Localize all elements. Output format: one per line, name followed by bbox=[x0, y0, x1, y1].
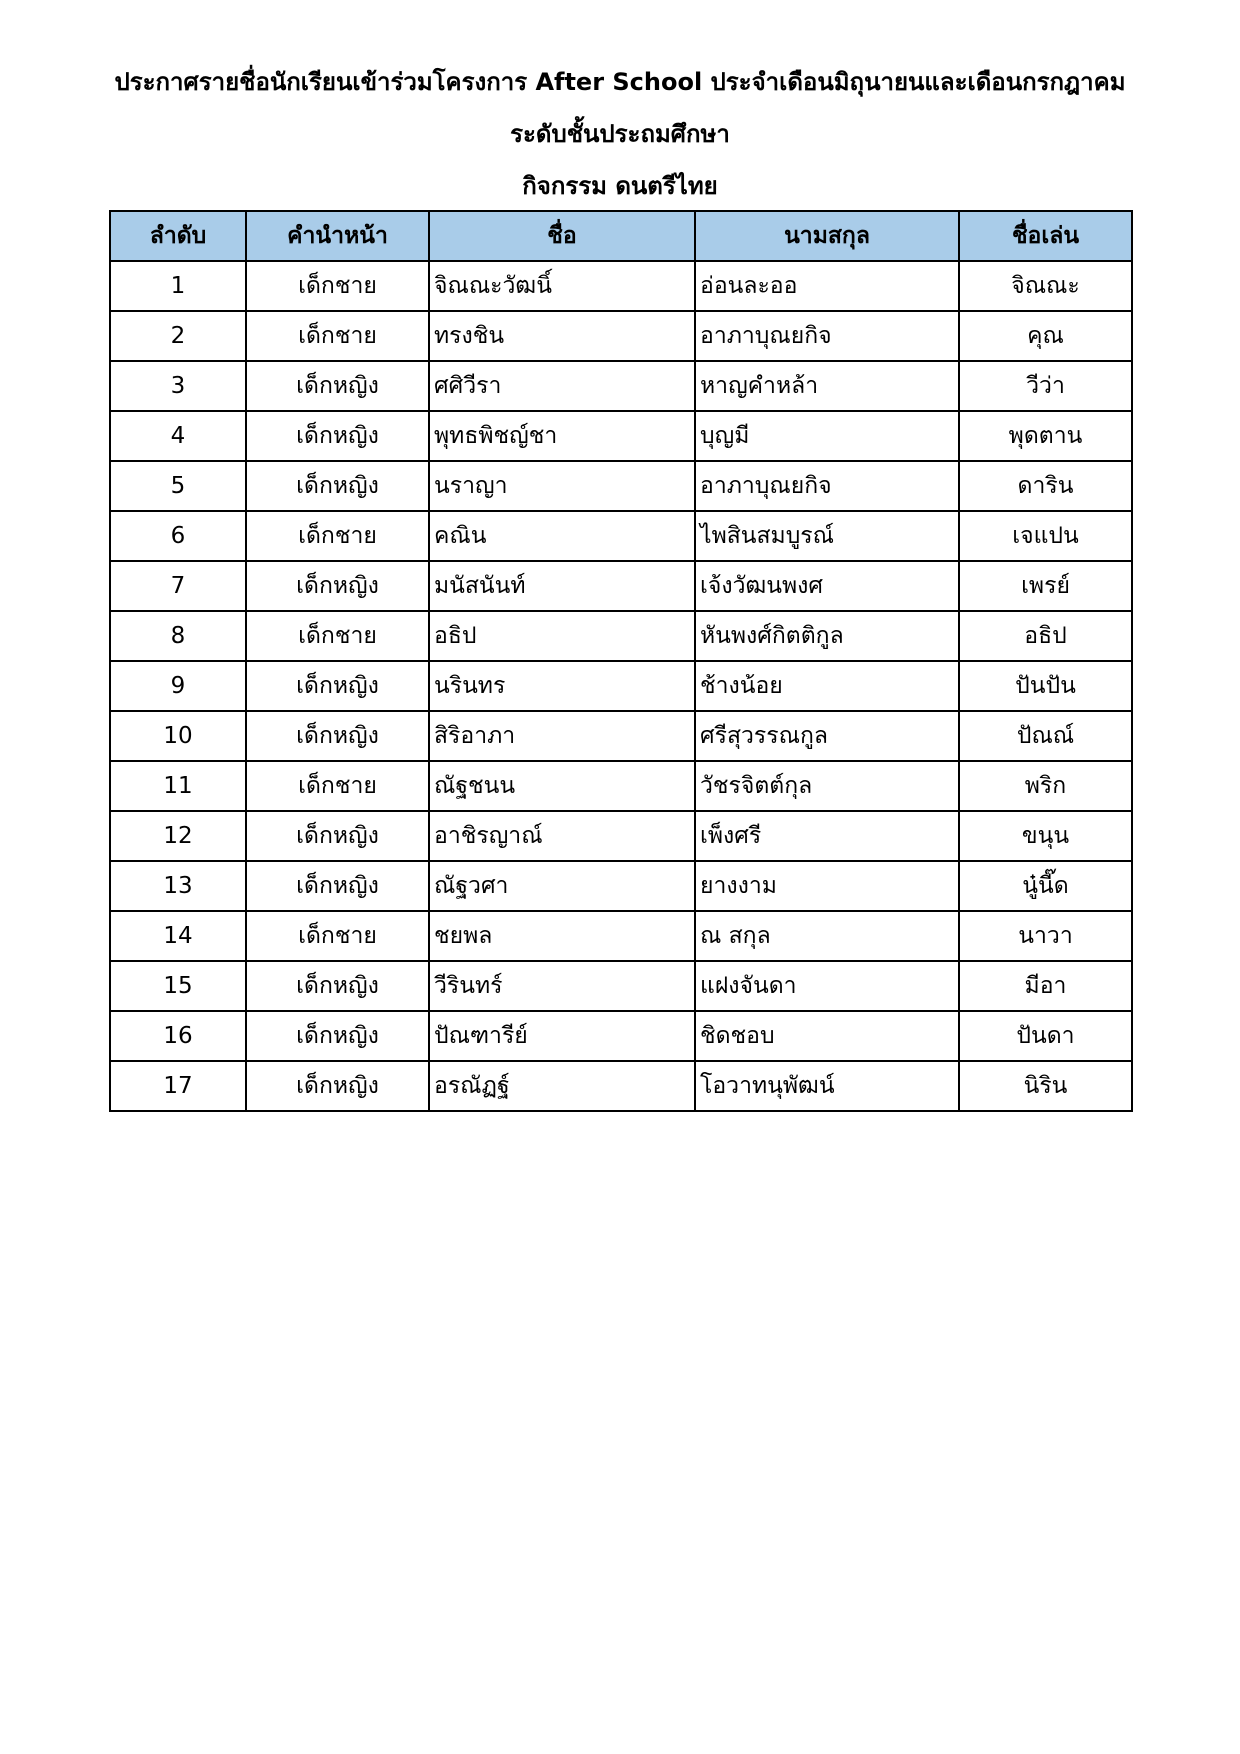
cell-first-name: ชยพล bbox=[429, 911, 695, 961]
cell-prefix: เด็กหญิง bbox=[246, 361, 429, 411]
cell-prefix: เด็กชาย bbox=[246, 761, 429, 811]
cell-prefix: เด็กหญิง bbox=[246, 661, 429, 711]
cell-prefix: เด็กหญิง bbox=[246, 1011, 429, 1061]
cell-nickname: นิริน bbox=[959, 1061, 1132, 1111]
cell-nickname: ดาริน bbox=[959, 461, 1132, 511]
cell-nickname: มีอา bbox=[959, 961, 1132, 1011]
cell-nickname: นู๋นี๊ด bbox=[959, 861, 1132, 911]
cell-first-name: นรินทร bbox=[429, 661, 695, 711]
table-row bbox=[110, 661, 1132, 711]
document-subtitle-activity: กิจกรรม ดนตรีไทย bbox=[522, 172, 718, 200]
cell-last-name: ยางงาม bbox=[695, 861, 959, 911]
cell-last-name: อ่อนละออ bbox=[695, 261, 959, 311]
cell-nickname: นาวา bbox=[959, 911, 1132, 961]
cell-order: 12 bbox=[110, 811, 246, 861]
table-row bbox=[110, 511, 1132, 561]
table-row bbox=[110, 811, 1132, 861]
document-title: ประกาศรายชื่อนักเรียนเข้าร่วมโครงการ After School ประจำเดือนมิถุนายนและเดือนกรกฎาคม bbox=[114, 68, 1126, 96]
cell-prefix: เด็กหญิง bbox=[246, 1061, 429, 1111]
cell-last-name: ศรีสุวรรณกูล bbox=[695, 711, 959, 761]
cell-last-name: อาภาบุณยกิจ bbox=[695, 311, 959, 361]
cell-order: 11 bbox=[110, 761, 246, 811]
cell-nickname: พริก bbox=[959, 761, 1132, 811]
cell-order: 9 bbox=[110, 661, 246, 711]
cell-prefix: เด็กชาย bbox=[246, 261, 429, 311]
table-row bbox=[110, 761, 1132, 811]
cell-last-name: แฝงจันดา bbox=[695, 961, 959, 1011]
cell-first-name: อรณัฏฐ์ bbox=[429, 1061, 695, 1111]
table-header-row bbox=[110, 211, 1132, 261]
cell-order: 7 bbox=[110, 561, 246, 611]
cell-nickname: ปันดา bbox=[959, 1011, 1132, 1061]
table-row bbox=[110, 961, 1132, 1011]
cell-nickname: เจแปน bbox=[959, 511, 1132, 561]
cell-last-name: อาภาบุณยกิจ bbox=[695, 461, 959, 511]
cell-last-name: โอวาทนุพัฒน์ bbox=[695, 1061, 959, 1111]
cell-first-name: ณัฐชนน bbox=[429, 761, 695, 811]
cell-last-name: หันพงศ์กิตติกูล bbox=[695, 611, 959, 661]
cell-order: 5 bbox=[110, 461, 246, 511]
column-header-last-name: นามสกุล bbox=[695, 211, 959, 261]
cell-first-name: สิริอาภา bbox=[429, 711, 695, 761]
cell-prefix: เด็กหญิง bbox=[246, 811, 429, 861]
cell-first-name: ปัณฑารีย์ bbox=[429, 1011, 695, 1061]
cell-last-name: วัชรจิตต์กุล bbox=[695, 761, 959, 811]
cell-prefix: เด็กหญิง bbox=[246, 861, 429, 911]
table-body bbox=[110, 261, 1132, 1111]
cell-last-name: บุญมี bbox=[695, 411, 959, 461]
cell-prefix: เด็กชาย bbox=[246, 911, 429, 961]
cell-last-name: ชิดชอบ bbox=[695, 1011, 959, 1061]
table-row bbox=[110, 911, 1132, 961]
cell-first-name: คณิน bbox=[429, 511, 695, 561]
cell-order: 3 bbox=[110, 361, 246, 411]
table-row bbox=[110, 461, 1132, 511]
cell-first-name: ศศิวีรา bbox=[429, 361, 695, 411]
table-header bbox=[110, 211, 1132, 261]
cell-prefix: เด็กชาย bbox=[246, 511, 429, 561]
table-row bbox=[110, 861, 1132, 911]
cell-last-name: ณ สกุล bbox=[695, 911, 959, 961]
table-row bbox=[110, 611, 1132, 661]
table-row bbox=[110, 361, 1132, 411]
cell-order: 4 bbox=[110, 411, 246, 461]
cell-nickname: เพรย์ bbox=[959, 561, 1132, 611]
table-row bbox=[110, 711, 1132, 761]
cell-order: 16 bbox=[110, 1011, 246, 1061]
cell-order: 14 bbox=[110, 911, 246, 961]
cell-first-name: วีรินทร์ bbox=[429, 961, 695, 1011]
cell-first-name: ณัฐวศา bbox=[429, 861, 695, 911]
cell-order: 15 bbox=[110, 961, 246, 1011]
cell-last-name: หาญคำหล้า bbox=[695, 361, 959, 411]
document-subtitle-level: ระดับชั้นประถมศึกษา bbox=[510, 120, 730, 148]
cell-nickname: อธิป bbox=[959, 611, 1132, 661]
cell-order: 6 bbox=[110, 511, 246, 561]
cell-order: 13 bbox=[110, 861, 246, 911]
cell-first-name: นราญา bbox=[429, 461, 695, 511]
cell-nickname: ปันปัน bbox=[959, 661, 1132, 711]
cell-first-name: พุทธพิชญ์ชา bbox=[429, 411, 695, 461]
column-header-order: ลำดับ bbox=[110, 211, 246, 261]
cell-order: 10 bbox=[110, 711, 246, 761]
cell-nickname: วีว่า bbox=[959, 361, 1132, 411]
cell-nickname: ปัณณ์ bbox=[959, 711, 1132, 761]
cell-first-name: มนัสนันท์ bbox=[429, 561, 695, 611]
table-row bbox=[110, 311, 1132, 361]
column-header-nickname: ชื่อเล่น bbox=[959, 211, 1132, 261]
cell-order: 1 bbox=[110, 261, 246, 311]
cell-first-name: อธิป bbox=[429, 611, 695, 661]
cell-prefix: เด็กหญิง bbox=[246, 461, 429, 511]
cell-nickname: พุดตาน bbox=[959, 411, 1132, 461]
cell-order: 2 bbox=[110, 311, 246, 361]
table-row bbox=[110, 411, 1132, 461]
cell-nickname: จิณณะ bbox=[959, 261, 1132, 311]
cell-prefix: เด็กชาย bbox=[246, 611, 429, 661]
cell-last-name: ไพสินสมบูรณ์ bbox=[695, 511, 959, 561]
cell-prefix: เด็กชาย bbox=[246, 311, 429, 361]
column-header-first-name: ชื่อ bbox=[429, 211, 695, 261]
table-row bbox=[110, 261, 1132, 311]
cell-order: 17 bbox=[110, 1061, 246, 1111]
cell-prefix: เด็กหญิง bbox=[246, 561, 429, 611]
cell-prefix: เด็กหญิง bbox=[246, 411, 429, 461]
cell-order: 8 bbox=[110, 611, 246, 661]
cell-last-name: ช้างน้อย bbox=[695, 661, 959, 711]
table-row bbox=[110, 1011, 1132, 1061]
cell-first-name: อาชิรญาณ์ bbox=[429, 811, 695, 861]
cell-nickname: คุณ bbox=[959, 311, 1132, 361]
cell-first-name: จิณณะวัฒนิ์ bbox=[429, 261, 695, 311]
table-row bbox=[110, 1061, 1132, 1111]
cell-last-name: เจ้งวัฒนพงศ bbox=[695, 561, 959, 611]
column-header-prefix: คำนำหน้า bbox=[246, 211, 429, 261]
cell-nickname: ขนุน bbox=[959, 811, 1132, 861]
table-row bbox=[110, 561, 1132, 611]
student-list-table bbox=[109, 210, 1133, 1112]
cell-first-name: ทรงชิน bbox=[429, 311, 695, 361]
cell-prefix: เด็กหญิง bbox=[246, 711, 429, 761]
cell-last-name: เพ็งศรี bbox=[695, 811, 959, 861]
cell-prefix: เด็กหญิง bbox=[246, 961, 429, 1011]
